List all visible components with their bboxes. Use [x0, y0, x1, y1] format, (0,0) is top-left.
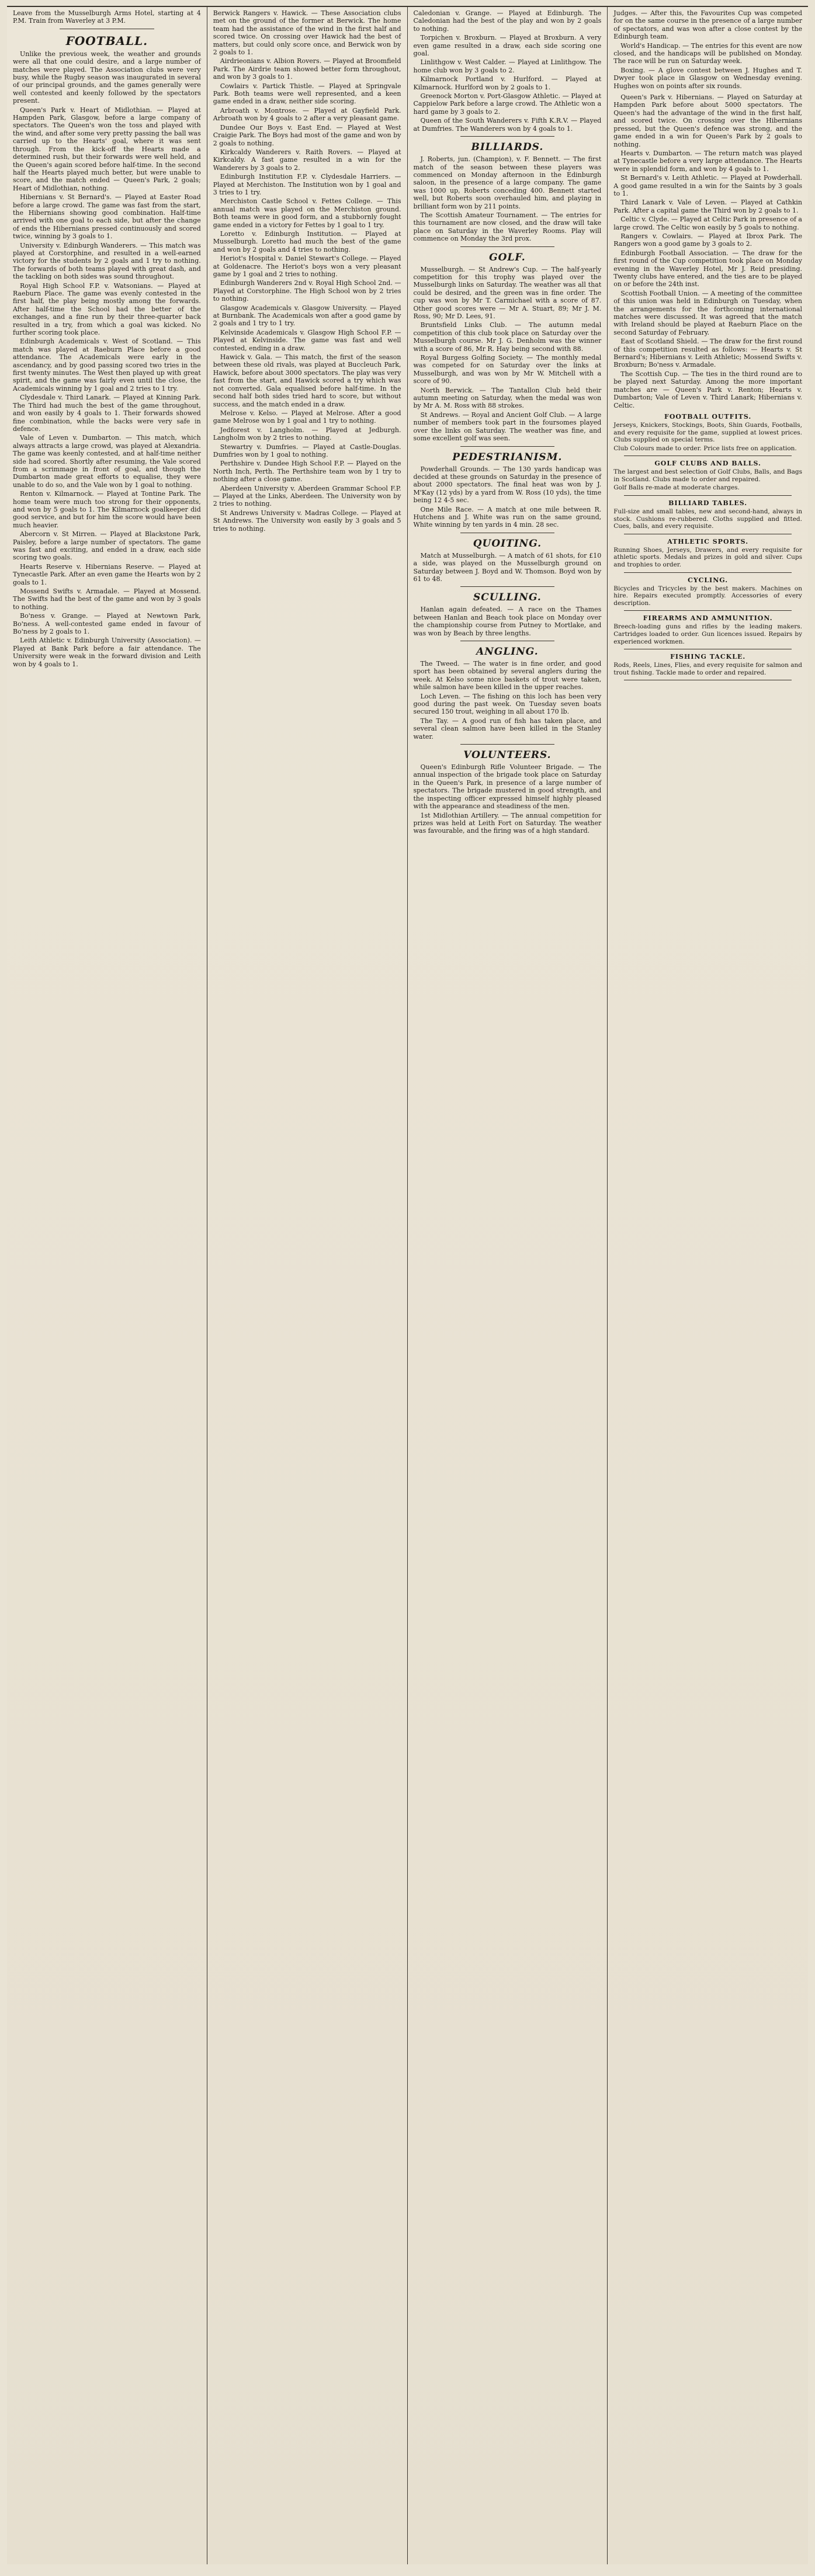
article-paragraph: Queen's Park v. Heart of Midlothian. — Played at Hampden Park, Glasgow, before a large company of spectators. The Queen's won the toss and played with the wind, and after some very pretty passing the ball was carried up to the Hearts' goal, where it was sent through. From the kick-off the Hearts made a determined rush, but their forwards were well held, and the Queen's again scored before half-time. In the second half the Hearts played much better, but were unable to score, and the match ended — Queen's Park, 2 goals; Heart of Midlothian, nothing.	[13, 106, 201, 192]
article-paragraph: Hibernians v. St Bernard's. — Played at Easter Road before a large crowd. The game was fast from the start, the Hibernians showing good combination. Half-time arrived with one goal to each side, but after the change of ends the Hibernians pressed continuously and scored twice, winning by 3 goals to 1.	[13, 193, 201, 241]
article-paragraph: Torpichen v. Broxburn. — Played at Broxburn. A very even game resulted in a draw, each side scoring one goal.	[413, 34, 602, 58]
ad-heading: BILLIARD TABLES.	[668, 499, 748, 507]
article-paragraph: Airdrieonians v. Albion Rovers. — Played at Broomfield Park. The Airdrie team showed better form throughout, and won by 3 goals to 1.	[213, 57, 401, 81]
section-divider	[460, 446, 555, 447]
ad-divider	[624, 610, 792, 611]
article-section	[414, 586, 602, 637]
article-paragraph: Royal High School F.P. v. Watsonians. — Played at Raeburn Place. The game was evenly contested in the first half, the play being mostly among the forwards. After half-time the School had the better of the exchanges, and a fine run by their three-quarter back resulted in a try, from which a goal was kicked. No further scoring took place.	[13, 281, 201, 337]
article-paragraph: Kelvinside Academicals v. Glasgow High School F.P. — Played at Kelvinside. The game was fast and well contested, ending in a draw.	[213, 328, 401, 352]
advertisement	[613, 499, 802, 534]
advertisement	[613, 413, 802, 456]
article-paragraph: World's Handicap. — The entries for this event are now closed, and the handicaps will be published on Monday. The race will be run on Saturday week.	[613, 41, 802, 65]
column-top-rule	[408, 6, 608, 7]
article-paragraph: Glasgow Academicals v. Glasgow University. — Played at Burnbank. The Academicals won after a good game by 2 goals and 1 try to 1 try.	[213, 304, 401, 328]
article-paragraph: Stewartry v. Dumfries. — Played at Castle-Douglas. Dumfries won by 1 goal to nothing.	[213, 443, 401, 458]
advertisement	[613, 576, 802, 611]
article-paragraph: North Berwick. — The Tantallon Club held their autumn meeting on Saturday, when the medal was won by Mr A. M. Ross with 88 strokes.	[413, 386, 602, 410]
article-paragraph: The Scottish Cup. — The ties in the third round are to be played next Saturday. Among the more important matches are — Queen's Park v. Renton; Hearts v. Dumbarton; Vale of Leven v. Third Lanark; Hibernians v. Celtic.	[613, 370, 802, 409]
ad-text: The largest and best selection of Golf Clubs, Balls, and Bags in Scotland. Clubs made to order and repaired.	[613, 468, 802, 483]
ad-heading: FIREARMS AND AMMUNITION.	[643, 614, 773, 623]
article-paragraph: East of Scotland Shield. — The draw for the first round of this competition resulted as follows: — Hearts v. St Bernard's; Hibernians v. Leith Athletic; Mossend Swifts v. Broxburn; Bo'ness v. Armadale.	[613, 338, 802, 369]
article-paragraph: Musselburgh. — St Andrew's Cup. — The half-yearly competition for this trophy was played over the Musselburgh links on Saturday. The weather was all that could be desired, and the green was in fine order. The cup was won by Mr T. Carmichael with a score of 87. Other good scores were — Mr A. Stuart, 89; Mr J. M. Ross, 90; Mr D. Lees, 91.	[413, 265, 602, 320]
ad-text: Full-size and small tables, new and second-hand, always in stock. Cushions re-rubbered. Cloths supplied and fitted. Cues, balls, and every requisite.	[613, 508, 802, 530]
article-section	[613, 93, 802, 409]
article-paragraph: Renton v. Kilmarnock. — Played at Tontine Park. The home team were much too strong for their opponents, and won by 5 goals to 1. The Kilmarnock goalkeeper did good service, and but for him the score would have been much heavier.	[13, 490, 201, 529]
article-paragraph: Queen's Park v. Hibernians. — Played on Saturday at Hampden Park before about 5000 spectators. The Queen's had the advantage of the wind in the first half, and scored twice. On crossing over the Hibernians pressed, but the Queen's defence was strong, and the game ended in a win for Queen's Park by 2 goals to nothing.	[613, 93, 802, 148]
article-paragraph: Abercorn v. St Mirren. — Played at Blackstone Park, Paisley, before a large number of spectators. The game was fast and exciting, and ended in a draw, each side scoring two goals.	[13, 530, 201, 562]
article-paragraph: One Mile Race. — A match at one mile between R. Hutchens and J. White was run on the same ground, White winning by ten yards in 4 min. 28 sec.	[413, 505, 602, 529]
article-paragraph: Royal Burgess Golfing Society. — The monthly medal was competed for on Saturday over the links at Musselburgh, and was won by Mr W. Mitchell with a score of 90.	[413, 354, 602, 385]
article-section	[414, 641, 602, 741]
article-paragraph: Queen's Edinburgh Rifle Volunteer Brigade. — The annual inspection of the brigade took place on Saturday in the Queen's Park, in presence of a large number of spectators. The brigade mustered in good strength, and the inspecting officer expressed himself highly pleased with the appearance and steadiness of the men.	[413, 763, 602, 811]
article-paragraph: Bo'ness v. Grange. — Played at Newtown Park, Bo'ness. A well-contested game ended in favour of Bo'ness by 2 goals to 1.	[13, 612, 201, 636]
article-paragraph: J. Roberts, jun. (Champion), v. F. Bennett. — The first match of the season between these players was commenced on Monday afternoon in the Edinburgh saloon, in the presence of a large company. The game was 1000 up, Roberts conceding 400. Bennett started well, but Roberts soon overhauled him, and playing in brilliant form won by 211 points.	[413, 155, 602, 210]
article-paragraph: Perthshire v. Dundee High School F.P. — Played on the North Inch, Perth. The Perthshire team won by 1 try to nothing after a close game.	[213, 460, 401, 484]
article-section	[13, 9, 201, 25]
advertisement	[613, 460, 802, 496]
column-top-rule	[7, 6, 207, 7]
section-heading: FOOTBALL.	[65, 33, 148, 48]
section-divider	[460, 744, 555, 745]
section-heading: GOLF.	[489, 251, 526, 263]
article-paragraph: Mossend Swifts v. Armadale. — Played at Mossend. The Swifts had the best of the game and won by 3 goals to nothing.	[13, 587, 201, 611]
article-paragraph: University v. Edinburgh Wanderers. — This match was played at Corstorphine, and resulted in a well-earned victory for the students by 2 goals and 1 try to nothing. The forwards of both teams played with great dash, and the tackling on both sides was sound throughout.	[13, 241, 201, 281]
article-paragraph: Hanlan again defeated. — A race on the Thames between Hanlan and Beach took place on Monday over the championship course from Putney to Mortlake, and was won by Beach by three lengths.	[413, 606, 602, 637]
ad-divider	[624, 572, 792, 573]
ad-heading: GOLF CLUBS AND BALLS.	[654, 460, 761, 468]
section-heading: ANGLING.	[476, 646, 539, 658]
ad-text: Jerseys, Knickers, Stockings, Boots, Shin Guards, Footballs, and every requisite for the game, supplied at lowest prices. Clubs supplied on special terms.	[613, 421, 802, 444]
article-section	[213, 9, 401, 533]
ad-heading: FOOTBALL OUTFITS.	[664, 412, 752, 420]
article-paragraph: Arbroath v. Montrose. — Played at Gayfield Park. Arbroath won by 4 goals to 2 after a very pleasant game.	[213, 106, 401, 123]
section-divider	[460, 246, 555, 247]
article-paragraph: Leave from the Musselburgh Arms Hotel, starting at 4 P.M. Train from Waverley at 3 P.M.	[13, 9, 201, 25]
article-paragraph: Linlithgow v. West Calder. — Played at Linlithgow. The home club won by 3 goals to 2.	[413, 58, 602, 74]
article-paragraph: Edinburgh Football Association. — The draw for the first round of the Cup competition took place on Monday evening in the Waverley Hotel, Mr J. Reid presiding. Twenty clubs have entered, and the ties are to be played on or before the 24th inst.	[613, 249, 802, 288]
article-paragraph: Caledonian v. Grange. — Played at Edinburgh. The Caledonian had the best of the play and won by 2 goals to nothing.	[413, 9, 602, 33]
article-paragraph: The Scottish Amateur Tournament. — The entries for this tournament are now closed, and the draw will take place on Saturday in the Waverley Rooms. Play will commence on Monday the 3rd prox.	[413, 211, 602, 243]
section-heading: SCULLING.	[473, 592, 542, 604]
article-paragraph: Melrose v. Kelso. — Played at Melrose. After a good game Melrose won by 1 goal and 1 try to nothing.	[213, 409, 401, 425]
article-paragraph: The Tay. — A good run of fish has taken place, and several clean salmon have been killed in the Stanley water.	[413, 717, 602, 741]
ad-heading: FISHING TACKLE.	[670, 653, 746, 661]
article-paragraph: Powderhall Grounds. — The 130 yards handicap was decided at these grounds on Saturday in the presence of about 2000 spectators. The final heat was won by J. M'Kay (12 yds) by a yard from W. Ross (10 yds), the time being 12 4-5 sec.	[413, 465, 602, 505]
section-heading: BILLIARDS.	[471, 141, 544, 154]
article-paragraph: Celtic v. Clyde. — Played at Celtic Park in presence of a large crowd. The Celtic won easily by 5 goals to nothing.	[613, 215, 802, 231]
article-paragraph: Heriot's Hospital v. Daniel Stewart's College. — Played at Goldenacre. The Heriot's boys won a very pleasant game by 1 goal and 2 tries to nothing.	[213, 255, 401, 278]
article-paragraph: Bruntsfield Links Club. — The autumn medal competition of this club took place on Saturday over the Musselburgh course. Mr J. G. Denholm was the winner with a score of 86, Mr R. Hay being second with 88.	[413, 321, 602, 353]
column-1	[7, 6, 207, 2564]
article-paragraph: Loch Leven. — The fishing on this loch has been very good during the past week. On Tuesday seven boats secured 150 trout, weighing in all about 170 lb.	[413, 692, 602, 716]
ad-text: Golf Balls re-made at moderate charges.	[613, 484, 740, 492]
column-top-rule	[207, 6, 407, 7]
article-paragraph: Kilmarnock Portland v. Hurlford. — Played at Kilmarnock. Hurlford won by 2 goals to 1.	[413, 75, 602, 91]
article-paragraph: Hearts Reserve v. Hibernians Reserve. — Played at Tynecastle Park. After an even game the Hearts won by 2 goals to 1.	[13, 562, 201, 586]
article-paragraph: St Andrews University v. Madras College. — Played at St Andrews. The University won easily by 3 goals and 5 tries to nothing.	[213, 509, 401, 533]
article-paragraph: Jedforest v. Langholm. — Played at Jedburgh. Langholm won by 2 tries to nothing.	[213, 426, 401, 442]
article-section	[414, 9, 602, 133]
article-paragraph: St Andrews. — Royal and Ancient Golf Club. — A large number of members took part in the foursomes played over the links on Saturday. The weather was fine, and some excellent golf was seen.	[413, 411, 602, 443]
ad-text: Bicycles and Tricycles by the best makers. Machines on hire. Repairs executed promptly. Accessories of every description.	[613, 585, 802, 607]
article-paragraph: Vale of Leven v. Dumbarton. — This match, which always attracts a large crowd, was played at Alexandria. The game was keenly contested, and at half-time neither side had scored. Shortly after resuming, the Vale scored from a scrimmage in front of goal, and though the Dumbarton made great efforts to equalise, they were unable to do so, and the Vale won by 1 goal to nothing.	[13, 434, 201, 489]
article-paragraph: Rangers v. Cowlairs. — Played at Ibrox Park. The Rangers won a good game by 3 goals to 2.	[613, 232, 802, 248]
article-paragraph: Boxing. — A glove contest between J. Hughes and T. Dwyer took place in Glasgow on Wednesday evening. Hughes won on points after six rounds.	[613, 66, 802, 90]
article-section	[414, 744, 602, 835]
article-section	[414, 136, 602, 242]
article-section	[414, 246, 602, 443]
advertisement	[613, 614, 802, 649]
article-paragraph: Third Lanark v. Vale of Leven. — Played at Cathkin Park. After a capital game the Third won by 2 goals to 1.	[613, 199, 802, 214]
article-paragraph: Loretto v. Edinburgh Institution. — Played at Musselburgh. Loretto had much the best of the game and won by 2 goals and 4 tries to nothing.	[213, 230, 401, 253]
column-3	[408, 6, 608, 2564]
article-paragraph: Cowlairs v. Partick Thistle. — Played at Springvale Park. Both teams were well represented, and a keen game ended in a draw, neither side scoring.	[213, 82, 401, 106]
column-2	[207, 6, 408, 2564]
article-paragraph: St Bernard's v. Leith Athletic. — Played at Powderhall. A good game resulted in a win for the Saints by 3 goals to 1.	[613, 174, 802, 197]
section-heading: PEDESTRIANISM.	[452, 451, 563, 463]
article-paragraph: Judges. — After this, the Favourites Cup was competed for on the same course in the presence of a large number of spectators, and was won after a close contest by the Edinburgh team.	[613, 9, 802, 41]
article-paragraph: Scottish Football Union. — A meeting of the committee of this union was held in Edinburgh on Tuesday, when the arrangements for the forthcoming international matches were discussed. It was agreed that the match with Ireland should be played at Raeburn Place on the second Saturday of February.	[613, 289, 802, 336]
article-paragraph: Match at Musselburgh. — A match of 61 shots, for £10 a side, was played on the Musselburgh ground on Saturday between J. Boyd and W. Thomson. Boyd won by 61 to 48.	[413, 551, 602, 583]
section-heading: QUOITING.	[473, 537, 542, 550]
article-paragraph: Kirkcaldy Wanderers v. Raith Rovers. — Played at Kirkcaldy. A fast game resulted in a win for the Wanderers by 3 goals to 2.	[213, 148, 401, 172]
article-paragraph: Edinburgh Institution F.P. v. Clydesdale Harriers. — Played at Merchiston. The Institution won by 1 goal and 3 tries to 1 try.	[213, 173, 401, 196]
article-paragraph: Leith Athletic v. Edinburgh University (Association). — Played at Bank Park before a fair attendance. The University were weak in the forward division and Leith won by 4 goals to 1.	[13, 637, 201, 668]
advertisement	[613, 653, 802, 680]
section-divider	[460, 136, 555, 137]
article-paragraph: Merchiston Castle School v. Fettes College. — This annual match was played on the Merchiston ground. Both teams were in good form, and a stubbornly fought game ended in a victory for Fettes by 1 goal to 1 try.	[213, 197, 401, 229]
article-paragraph: Greenock Morton v. Port-Glasgow Athletic. — Played at Cappielow Park before a large crowd. The Athletic won a hard game by 3 goals to 2.	[413, 92, 602, 116]
article-paragraph: The Tweed. — The water is in fine order, and good sport has been obtained by several anglers during the week. At Kelso some nice baskets of trout were taken, while salmon have been killed in the upper reaches.	[413, 660, 602, 691]
column-top-rule	[608, 6, 808, 7]
ad-text: Breech-loading guns and rifles by the leading makers. Cartridges loaded to order. Gun licences issued. Repairs by experienced workmen.	[613, 623, 802, 645]
article-paragraph: Aberdeen University v. Aberdeen Grammar School F.P. — Played at the Links, Aberdeen. The University won by 2 tries to nothing.	[213, 484, 401, 508]
ad-text: Running Shoes, Jerseys, Drawers, and every requisite for athletic sports. Medals and prizes in gold and silver. Cups and trophies to order.	[613, 546, 802, 569]
article-paragraph: Berwick Rangers v. Hawick. — These Association clubs met on the ground of the former at Berwick. The home team had the assistance of the wind in the first half and scored twice. On crossing over Hawick had the best of matters, but could only score once, and Berwick won by 2 goals to 1.	[213, 9, 401, 57]
ad-text: Club Colours made to order. Price lists free on application.	[613, 444, 797, 452]
advertisement	[613, 538, 802, 573]
article-paragraph: Edinburgh Academicals v. West of Scotland. — This match was played at Raeburn Place before a good attendance. The Academicals were early in the ascendancy, and by good passing scored two tries in the first twenty minutes. The West then played up with great spirit, and the game was fairly even until the close, the Academicals winning by 1 goal and 2 tries to 1 try.	[13, 338, 201, 392]
section-divider	[460, 586, 555, 587]
ad-heading: CYCLING.	[688, 576, 729, 584]
article-section	[414, 533, 602, 583]
article-section	[613, 9, 802, 90]
ad-heading: ATHLETIC SPORTS.	[667, 537, 749, 545]
newspaper-page	[7, 6, 808, 2564]
section-heading: VOLUNTEERS.	[463, 749, 552, 762]
article-section	[414, 446, 602, 529]
article-paragraph: Hearts v. Dumbarton. — The return match was played at Tynecastle before a very large attendance. The Hearts were in splendid form, and won by 4 goals to 1.	[613, 149, 802, 173]
article-paragraph: Clydesdale v. Third Lanark. — Played at Kinning Park. The Third had much the best of the game throughout, and won easily by 4 goals to 1. Their forwards showed fine combination, while the backs were very safe in defence.	[13, 394, 201, 433]
ad-text: Rods, Reels, Lines, Flies, and every requisite for salmon and trout fishing. Tackle made to order and repaired.	[613, 662, 802, 676]
column-4	[608, 6, 808, 2564]
article-paragraph: 1st Midlothian Artillery. — The annual competition for prizes was held at Leith Fort on Saturday. The weather was favourable, and the firing was of a high standard.	[413, 811, 602, 835]
article-paragraph: Edinburgh Wanderers 2nd v. Royal High School 2nd. — Played at Corstorphine. The High School won by 2 tries to nothing.	[213, 279, 401, 303]
ad-divider	[624, 495, 792, 496]
article-section	[13, 29, 201, 668]
article-paragraph: Hawick v. Gala. — This match, the first of the season between these old rivals, was played at Buccleuch Park, Hawick, before about 3000 spectators. The play was very fast from the start, and Hawick scored a try which was not converted. Gala equalised before half-time. In the second half both sides tried hard to score, but without success, and the match ended in a draw.	[213, 353, 401, 408]
article-paragraph: Dundee Our Boys v. East End. — Played at West Craigie Park. The Boys had most of the game and won by 2 goals to nothing.	[213, 123, 401, 147]
article-paragraph: Queen of the South Wanderers v. Fifth K.R.V. — Played at Dumfries. The Wanderers won by 4 goals to 1.	[413, 117, 602, 133]
article-paragraph: Unlike the previous week, the weather and grounds were all that one could desire, and a large number of matches were played. The Association clubs were very busy, while the Rugby season was inaugurated in several of our principal grounds, and the games generally were well contested and keenly followed by the spectators present.	[13, 50, 201, 105]
